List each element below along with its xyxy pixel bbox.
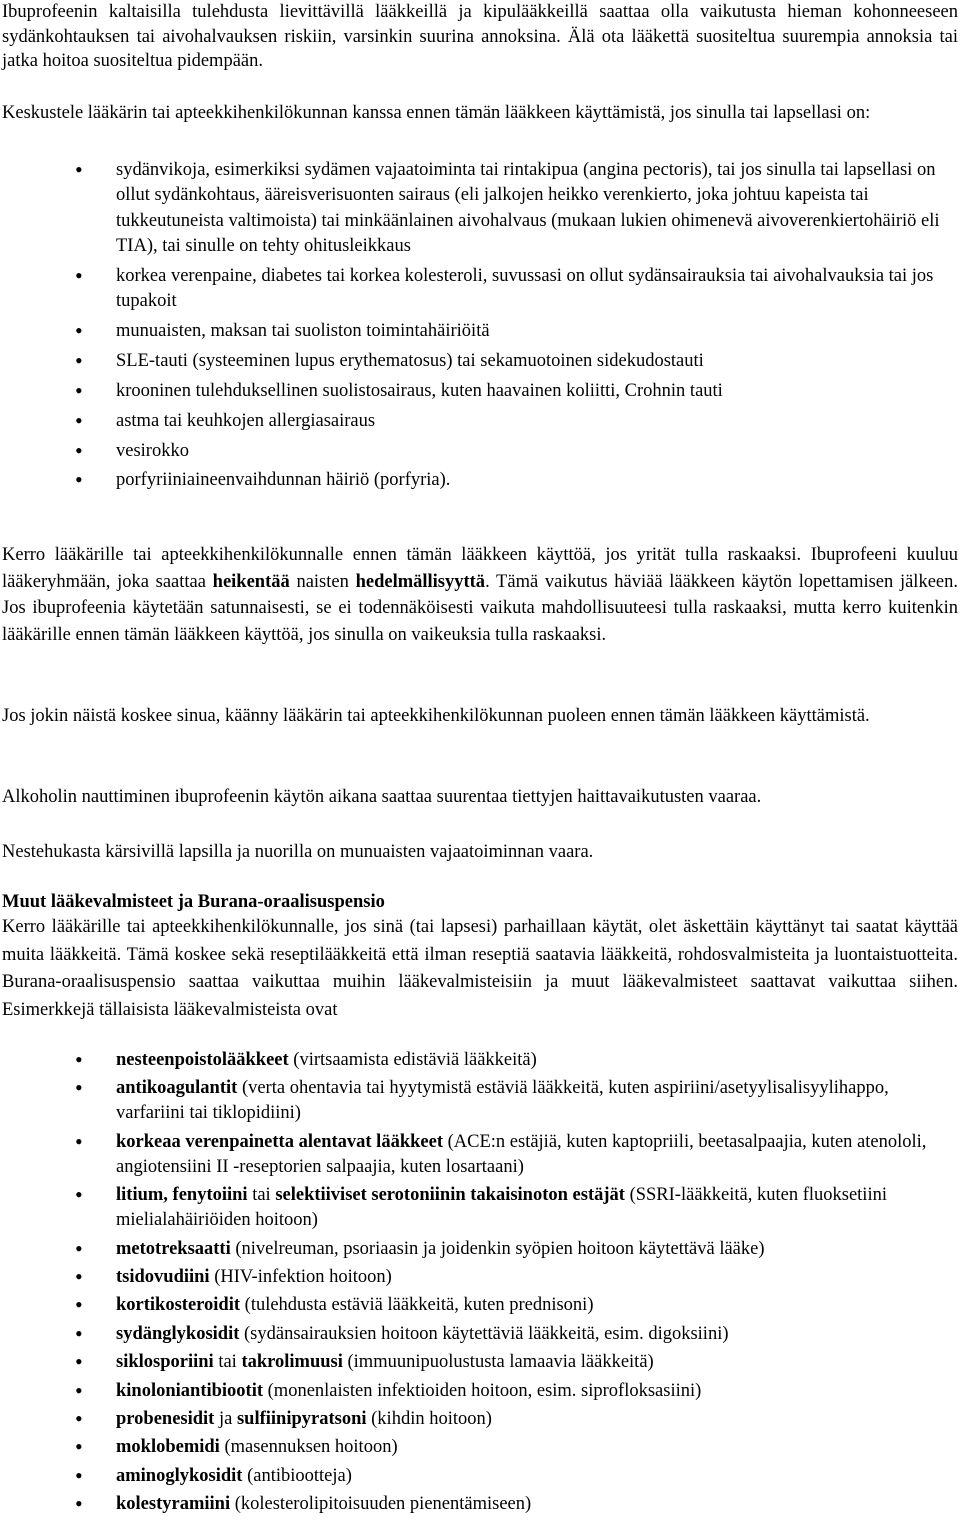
medicine-description: (sydänsairauksien hoitoon käytettäviä lääkkeitä, esim. digoksiini) bbox=[239, 1323, 729, 1344]
medicine-name: siklosporiini bbox=[116, 1352, 214, 1373]
list-item: • vesirokko bbox=[0, 439, 955, 464]
consult-again-paragraph: Jos jokin näistä koskee sinua, käänny lääkärin tai apteekkihenkilökunnan puoleen ennen tämän lääkkeen käyttämistä. bbox=[2, 706, 870, 726]
pregnancy-bold-1: heikentää bbox=[212, 571, 290, 592]
medicine-name: tsidovudiini bbox=[116, 1266, 210, 1287]
medicine-name: nesteenpoistolääkkeet bbox=[116, 1050, 289, 1070]
medicine-description: (monenlaisten infektioiden hoitoon, esim. siprofloksasiini) bbox=[263, 1380, 702, 1401]
list-item bbox=[0, 1048, 955, 1073]
list-item: • krooninen tulehduksellinen suolistosairaus, kuten haavainen koliitti, Crohnin tauti bbox=[0, 379, 955, 404]
list-item bbox=[0, 1183, 955, 1233]
pregnancy-text-3: . Tämä vaikutus häviää lääkkeen käytön lopettamisen jälkeen. Jos ibuprofeenia käytetään satunnaisesti, se ei todennäköisesti vaikuta mahdollisuuteesi tulla raskaaksi, mutta kerro kuitenkin lääkärille ennen tämän lääkkeen käyttöä, jos sinulla on vaikeuksia tulla raskaaksi. bbox=[2, 571, 958, 645]
list-item bbox=[0, 1076, 955, 1126]
dehydration-paragraph: Nestehukasta kärsivillä lapsilla ja nuorilla on munuaisten vajaatoiminnan vaara. bbox=[2, 842, 594, 862]
medicine-description: (tulehdusta estäviä lääkkeitä, kuten prednisoni) bbox=[240, 1295, 594, 1316]
pregnancy-bold-2: hedelmällisyyttä bbox=[355, 571, 486, 592]
medicine-name: moklobemidi bbox=[116, 1437, 220, 1458]
medicine-description: (masennuksen hoitoon) bbox=[219, 1437, 398, 1458]
other-medicines-heading: Muut lääkevalmisteet ja Burana-oraalisuspensio bbox=[2, 892, 385, 912]
medicine-name: kortikosteroidit bbox=[116, 1295, 241, 1316]
alcohol-paragraph: Alkoholin nauttiminen ibuprofeenin käytön aikana saattaa suurentaa tiettyjen haittavaikutusten vaaraa. bbox=[2, 787, 762, 807]
medicines-list bbox=[0, 1048, 955, 1520]
pregnancy-text-2: naisten bbox=[289, 571, 356, 592]
list-item bbox=[0, 1350, 955, 1375]
medicine-description: tai bbox=[247, 1185, 276, 1206]
medicine-name: litium, fenytoiini bbox=[116, 1185, 248, 1206]
intro-warning-paragraph: Ibuprofeenin kaltaisilla tulehdusta lievittävillä lääkkeillä ja kipulääkkeillä saattaa olla vaikutusta hieman kohonneeseen sydänkohtauksen tai aivohalvauksen riskiin, varsinkin suurina annoksina. Älä ota lääkettä suositeltua suurempia annoksia tai jatka hoitoa suositeltua pidempään. bbox=[2, 2, 958, 71]
medicine-name: sydänglykosidit bbox=[116, 1323, 240, 1344]
list-item bbox=[0, 1322, 955, 1347]
medicine-description: (SSRI-lääkkeitä, kuten fluoksetiini mielialahäiriöiden hoitoon) bbox=[116, 1185, 887, 1231]
pregnancy-paragraph bbox=[2, 542, 958, 648]
list-item: • munuaisten, maksan tai suoliston toimintahäiriöitä bbox=[0, 319, 955, 344]
medicine-description: (antibiootteja) bbox=[242, 1465, 352, 1486]
pregnancy-text-1: Kerro lääkärille tai apteekkihenkilökunnalle ennen tämän lääkkeen käyttöä, jos yrität tulla raskaaksi. Ibuprofeeni kuuluu lääkeryhmään, joka saattaa bbox=[2, 545, 958, 592]
consult-intro-paragraph: Keskustele lääkärin tai apteekkihenkilökunnan kanssa ennen tämän lääkkeen käyttämistä, jos sinulla tai lapsellasi on: bbox=[2, 103, 871, 123]
medicine-description: ja bbox=[214, 1408, 237, 1429]
list-item bbox=[0, 1435, 955, 1460]
other-medicines-intro: Kerro lääkärille tai apteekkihenkilökunnalle, jos sinä (tai lapsesi) parhaillaan käytät, olet äskettäin käyttänyt tai saatat käyttää muita lääkkeitä. Tämä koskee sekä reseptilääkkeitä että ilman reseptiä saatavia lääkkeitä, rohdosvalmisteita ja luontaistuotteita. Burana-oraalisuspensio saattaa vaikuttaa muihin lääkevalmisteisiin ja muut lääkevalmisteet saattavat vaikuttaa siihen. Esimerkkejä tällaisista lääkevalmisteista ovat bbox=[2, 917, 958, 1020]
list-item bbox=[0, 1464, 955, 1489]
list-item bbox=[0, 1293, 955, 1318]
list-item bbox=[0, 1237, 955, 1262]
medicine-name: korkeaa verenpainetta alentavat lääkkeet bbox=[116, 1131, 443, 1152]
conditions-list bbox=[0, 158, 955, 498]
list-item bbox=[0, 1379, 955, 1404]
medicine-name: selektiiviset serotoniinin takaisinoton estäjät bbox=[275, 1185, 625, 1206]
medicine-name: kinoloniantibiootit bbox=[116, 1380, 264, 1401]
medicine-name: metotreksaatti bbox=[116, 1238, 231, 1259]
medicine-description: (HIV-infektion hoitoon) bbox=[209, 1266, 392, 1287]
medicine-name: takrolimuusi bbox=[241, 1352, 343, 1373]
list-item bbox=[0, 1492, 955, 1517]
medicine-name: antikoagulantit bbox=[116, 1078, 238, 1099]
medicine-description: (verta ohentavia tai hyytymistä estäviä lääkkeitä, kuten aspiriini/asetyylisalisyylihappo, varfariini tai tiklopidiini) bbox=[116, 1078, 889, 1124]
medicine-name: sulfiinipyratsoni bbox=[236, 1408, 367, 1429]
medicine-description: tai bbox=[213, 1352, 242, 1373]
list-item: • porfyriiniaineenvaihdunnan häiriö (porfyria). bbox=[0, 468, 955, 493]
medicine-name: aminoglykosidit bbox=[116, 1465, 243, 1486]
medicine-description: (kihdin hoitoon) bbox=[366, 1408, 492, 1429]
list-item: • korkea verenpaine, diabetes tai korkea kolesteroli, suvussasi on ollut sydänsairauksia tai aivohalvauksia tai jos tupakoit bbox=[0, 264, 955, 315]
medicine-description: (nivelreuman, psoriaasin ja joidenkin syöpien hoitoon käytettävä lääke) bbox=[230, 1238, 765, 1259]
list-item bbox=[0, 1407, 955, 1432]
list-item bbox=[0, 1130, 955, 1180]
medicine-description: (immuunipuolustusta lamaavia lääkkeitä) bbox=[342, 1352, 654, 1373]
medicine-name: probenesidit bbox=[116, 1408, 215, 1429]
medicine-description: (ACE:n estäjiä, kuten kaptopriili, beetasalpaajia, kuten atenololi, angiotensiini II -reseptorien salpaajia, kuten losartaani) bbox=[116, 1131, 927, 1177]
medicine-name: kolestyramiini bbox=[116, 1494, 231, 1515]
list-item: • astma tai keuhkojen allergiasairaus bbox=[0, 409, 955, 434]
medicine-description: (kolesterolipitoisuuden pienentämiseen) bbox=[230, 1494, 532, 1515]
list-item: • sydänvikoja, esimerkiksi sydämen vajaatoiminta tai rintakipua (angina pectoris), tai jos sinulla tai lapsellasi on ollut sydänkohtaus, ääreisverisuonten sairaus (eli jalkojen heikko verenkierto, joka johtuu kapeista tai tukkeutuneista valtimoista) tai minkäänlainen aivohalvaus (mukaan lukien ohimenevä aivoverenkiertohäiriö eli TIA), tai sinulle on tehty ohitusleikkaus bbox=[0, 158, 955, 259]
medicine-description: (virtsaamista edistäviä lääkkeitä) bbox=[288, 1050, 537, 1070]
list-item bbox=[0, 1265, 955, 1290]
list-item: • SLE-tauti (systeeminen lupus erythematosus) tai sekamuotoinen sidekudostauti bbox=[0, 349, 955, 374]
